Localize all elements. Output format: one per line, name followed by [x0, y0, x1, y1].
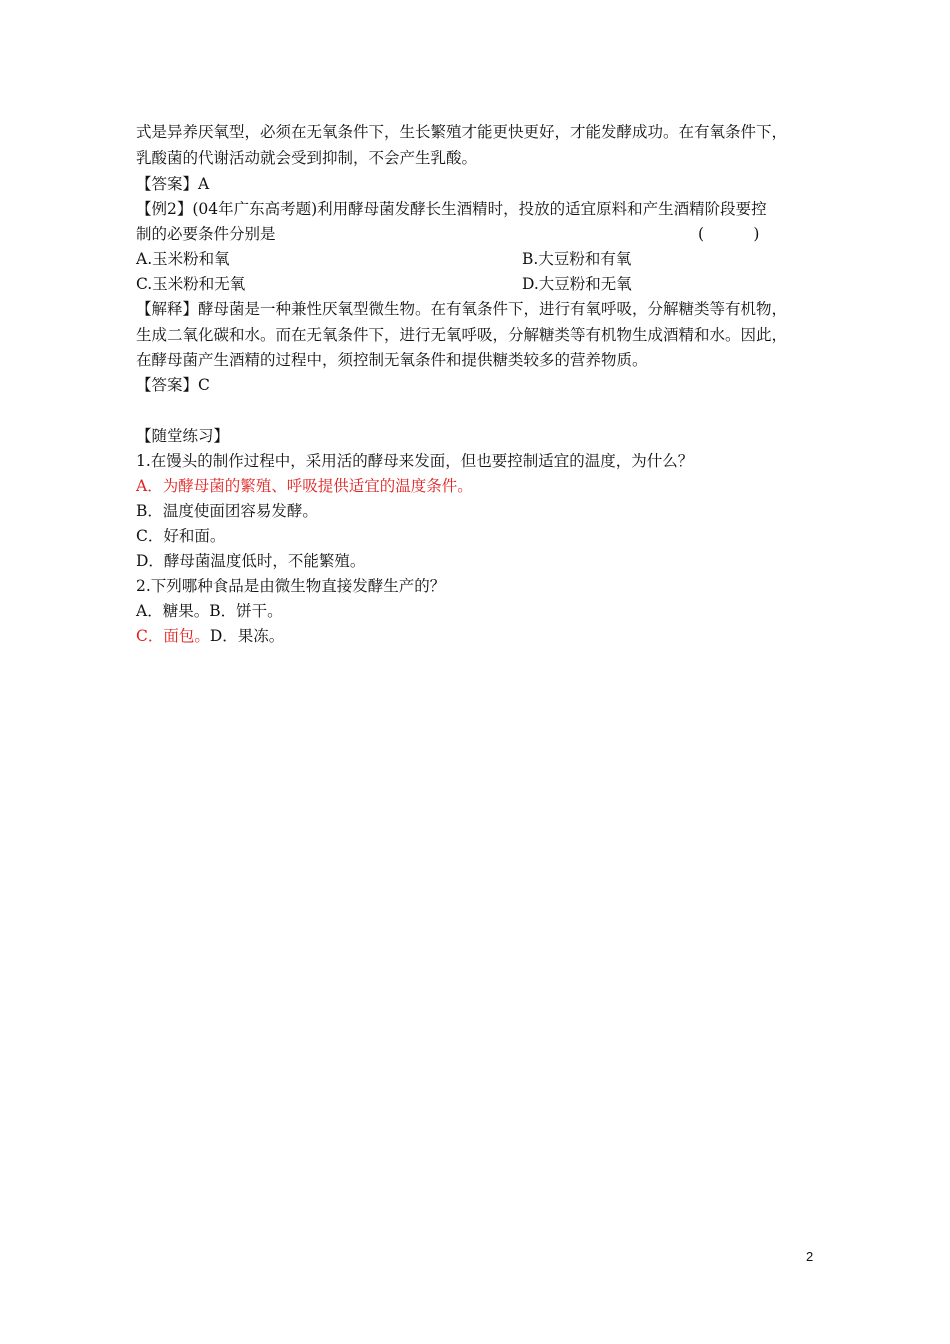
- question-1-option-c: C．好和面。: [136, 527, 226, 545]
- option-c: C.玉米粉和无氧: [136, 275, 246, 293]
- text-line: 式是异养厌氧型，必须在无氧条件下，生长繁殖才能更快更好，才能发酵成功。在有氧条件下，: [136, 123, 788, 141]
- question-2-options-cd: [136, 626, 284, 646]
- question-1-option-b: B．温度使面团容易发酵。: [136, 502, 318, 520]
- text-line: 乳酸菌的代谢活动就会受到抑制，不会产生乳酸。: [136, 149, 478, 167]
- question-2: 2.下列哪种食品是由微生物直接发酵生产的？: [136, 577, 446, 595]
- answer-line: 【答案】A: [136, 175, 210, 193]
- question-2-options-ab: A．糖果。B．饼干。: [136, 602, 283, 620]
- page-number: 2: [806, 1249, 814, 1264]
- question-1-option-a: A．为酵母菌的繁殖、呼吸提供适宜的温度条件。: [136, 477, 473, 495]
- answer-line: 【答案】C: [136, 376, 210, 394]
- question-2-option-c: C．面包。: [136, 627, 210, 645]
- question-2-option-d: D．果冻。: [209, 627, 285, 645]
- question-1-option-d: D．酵母菌温度低时，不能繁殖。: [136, 552, 366, 570]
- explanation-line: 生成二氧化碳和水。而在无氧条件下，进行无氧呼吸，分解糖类等有机物生成酒精和水。因此，: [136, 326, 788, 344]
- option-d: D.大豆粉和无氧: [522, 275, 632, 293]
- section-heading: 【随堂练习】: [136, 427, 230, 445]
- example-title: 【例2】(04年广东高考题)利用酵母菌发酵长生酒精时，投放的适宜原料和产生酒精阶段要控: [136, 200, 767, 218]
- question-1: 1.在馒头的制作过程中，采用活的酵母来发面，但也要控制适宜的温度，为什么？: [136, 452, 694, 470]
- explanation-line: 【解释】酵母菌是一种兼性厌氧型微生物。在有氧条件下，进行有氧呼吸，分解糖类等有机物，: [136, 300, 788, 318]
- text-line: 制的必要条件分别是: [136, 225, 276, 243]
- option-b: B.大豆粉和有氧: [522, 250, 632, 268]
- option-a: A.玉米粉和氧: [136, 250, 230, 268]
- explanation-line: 在酵母菌产生酒精的过程中，须控制无氧条件和提供糖类较多的营养物质。: [136, 351, 648, 369]
- answer-blank: ( ): [698, 225, 760, 243]
